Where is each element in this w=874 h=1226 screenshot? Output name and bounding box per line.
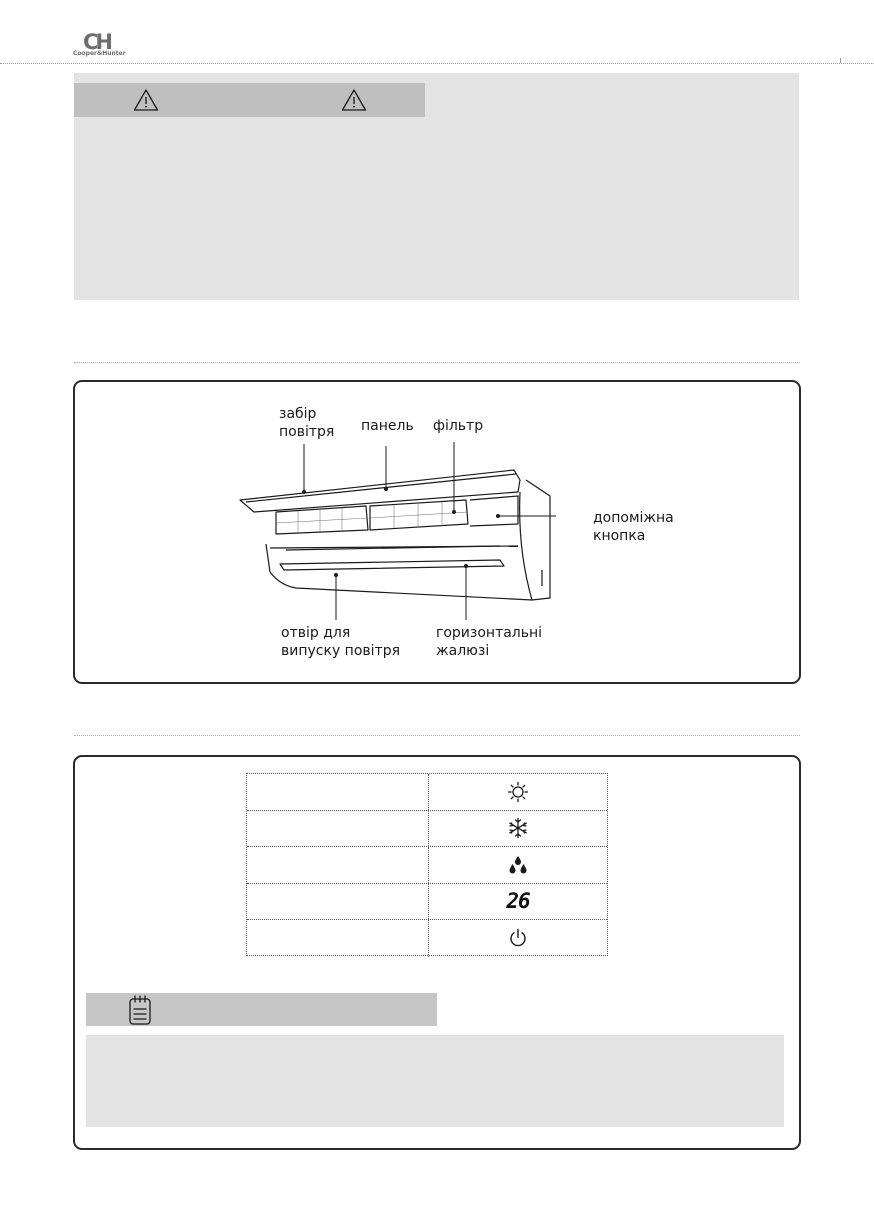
notepad-icon [126,994,154,1026]
table-cell-icon [429,847,607,883]
header-rule [0,63,874,64]
label-air-intake: забір повітря [279,406,335,440]
table-row [247,920,607,957]
sun-icon [507,781,529,803]
table-cell-icon [429,920,607,957]
label-air-outlet: отвір для випуску повітря [281,625,400,659]
table-cell-label [247,920,429,957]
table-row [247,847,607,884]
indicator-table [246,773,608,956]
table-row [247,774,607,811]
section-rule [74,735,800,736]
table-cell-label [247,774,429,810]
power-icon [508,928,528,948]
label-panel: панель [361,418,414,434]
warning-title-bar [74,83,425,117]
table-cell-label [247,811,429,847]
label-auxiliary-button: допоміжна кнопка [593,510,674,544]
logo-mark: CH [83,30,110,54]
section-rule [74,362,800,363]
logo-text: Cooper&Hunter [73,50,126,57]
note-box [86,1035,784,1127]
temperature-display: 26 [506,889,530,914]
warning-triangle-icon [341,88,367,112]
table-cell-icon [429,811,607,847]
warning-triangle-icon [133,88,159,112]
label-filter: фільтр [433,418,484,434]
snowflake-icon [507,817,529,839]
table-cell-label [247,847,429,883]
table-cell-icon [429,774,607,810]
table-row [247,811,607,848]
brand-logo [73,30,137,60]
table-cell-icon [429,884,607,920]
indoor-unit-illustration [236,440,556,620]
note-title-bar [86,993,437,1026]
table-cell-label [247,884,429,920]
water-drops-icon [507,854,529,876]
header-tick [840,58,851,63]
label-horizontal-louvers: горизонтальні жалюзі [436,625,543,659]
table-row [247,884,607,921]
